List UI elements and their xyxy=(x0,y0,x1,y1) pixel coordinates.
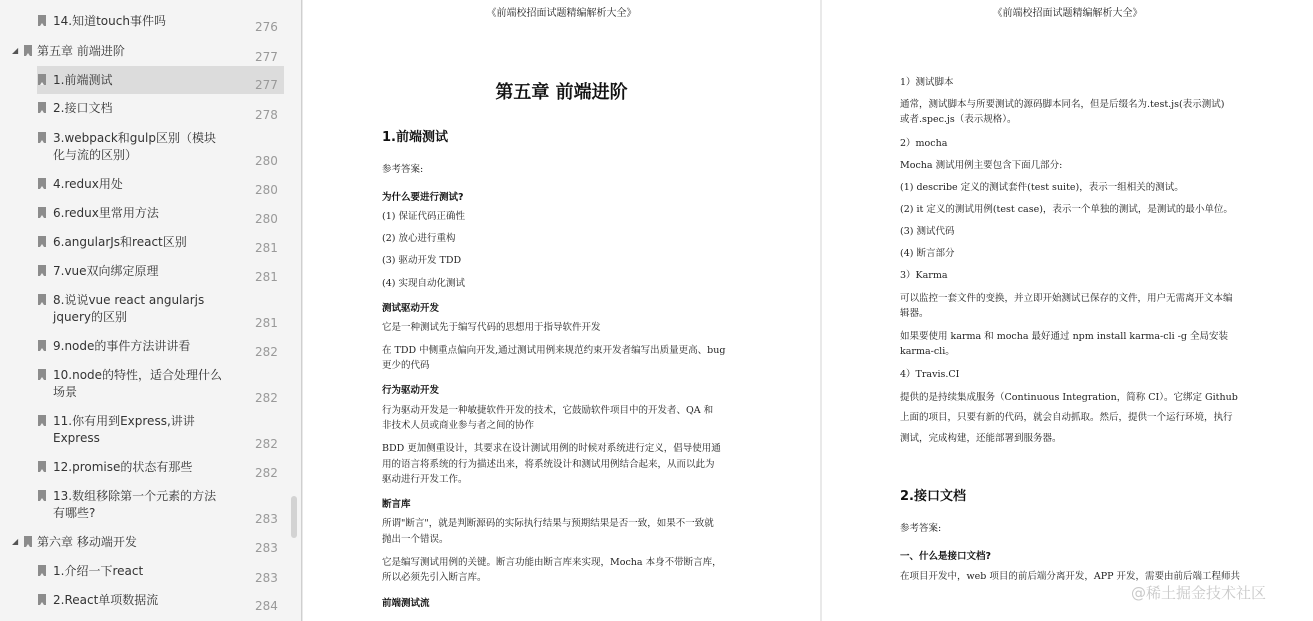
watermark: @稀土掘金技术社区 xyxy=(1131,584,1267,602)
paragraph: 它是一种测试先于编写代码的思想用于指导软件开发 xyxy=(382,322,601,333)
paragraph: 更少的代码 xyxy=(382,360,430,371)
toc-item[interactable] xyxy=(0,97,288,121)
bookmark-icon xyxy=(38,74,46,85)
toc-item-label: 3.webpack和gulp区别（模块化与流的区别） xyxy=(53,131,216,162)
toc-item-label: 14.知道touch事件吗 xyxy=(53,14,166,28)
sidebar-scrollbar-thumb[interactable] xyxy=(291,496,297,538)
toc-item-label: 2.React单项数据流 xyxy=(53,593,159,607)
subheading: 前端测试流 xyxy=(382,598,430,609)
subheading: 一、什么是接口文档? xyxy=(900,551,992,562)
bookmark-icon xyxy=(38,369,46,380)
subheading: 行为驱动开发 xyxy=(382,385,440,396)
toc-item[interactable] xyxy=(0,485,288,529)
paragraph: 上面的项目，只要有新的代码，就会自动抓取。然后，提供一个运行环境，执行 xyxy=(900,412,1233,423)
toc-item[interactable] xyxy=(0,335,288,359)
toc-item[interactable] xyxy=(0,364,288,408)
toc-item[interactable] xyxy=(0,10,288,34)
bookmark-sidebar xyxy=(0,0,302,621)
paragraph: 非技术人员或商业参与者之间的协作 xyxy=(382,420,535,431)
bookmark-icon xyxy=(38,207,46,218)
toc-item-selected[interactable] xyxy=(0,66,288,94)
toc-item-page: 280 xyxy=(255,183,278,197)
toc-item-page: 280 xyxy=(255,212,278,226)
toc-chapter-6[interactable] xyxy=(0,531,288,555)
collapse-caret-icon[interactable]: ◢ xyxy=(12,537,19,546)
bookmark-icon xyxy=(24,536,32,547)
toc-item-page: 281 xyxy=(255,241,278,255)
paragraph: 如果要使用 karma 和 mocha 最好通过 npm install karma-cli -g 全局安装 xyxy=(900,331,1228,342)
paragraph: 测试，完成构建，还能部署到服务器。 xyxy=(900,433,1062,444)
toc-item-label: 13.数组移除第一个元素的方法有哪些? xyxy=(53,489,217,520)
paragraph: 抛出一个错误。 xyxy=(382,534,449,545)
toc-item-label: 1.前端测试 xyxy=(53,73,113,87)
bookmark-icon xyxy=(38,340,46,351)
bookmark-icon xyxy=(24,45,32,56)
toc-chapter-5[interactable] xyxy=(0,40,288,64)
toc-item-label: 第五章 前端进阶 xyxy=(37,44,125,58)
toc-item-label: 4.redux用处 xyxy=(53,177,123,191)
page-header: 《前端校招面试题精编解析大全》 xyxy=(992,8,1143,19)
toc-item[interactable] xyxy=(0,560,288,584)
paragraph: (4) 实现自动化测试 xyxy=(382,278,465,289)
paragraph: 行为驱动开发是一种敏捷软件开发的技术，它鼓励软件项目中的开发者、QA 和 xyxy=(382,405,714,416)
collapse-caret-icon[interactable]: ◢ xyxy=(12,46,19,55)
bookmark-icon xyxy=(38,294,46,305)
toc-item-label: 9.node的事件方法讲讲看 xyxy=(53,339,191,353)
paragraph: 参考答案: xyxy=(900,523,942,534)
paragraph: 可以监控一套文件的变换，并立即开始测试已保存的文件，用户无需离开文本编 xyxy=(900,293,1233,304)
paragraph: 在项目开发中，web 项目的前后端分离开发，APP 开发，需要由前后端工程师共 xyxy=(900,571,1241,582)
paragraph: 4）Travis.CI xyxy=(900,369,960,380)
toc-item-label: 6.angularJs和react区别 xyxy=(53,235,187,249)
page-header: 《前端校招面试题精编解析大全》 xyxy=(486,8,637,19)
toc-item[interactable] xyxy=(0,589,288,613)
paragraph: 辑器。 xyxy=(900,308,929,319)
toc-item[interactable] xyxy=(0,289,288,333)
bookmark-icon xyxy=(38,565,46,576)
toc-item[interactable] xyxy=(0,173,288,197)
toc-item-label: 11.你有用到Express,讲讲Express xyxy=(53,414,195,445)
toc-item-page: 280 xyxy=(255,154,278,168)
toc-item-page: 282 xyxy=(255,391,278,405)
paragraph: 1）测试脚本 xyxy=(900,77,954,88)
toc-item-page: 276 xyxy=(255,20,278,34)
paragraph: (3) 测试代码 xyxy=(900,226,955,237)
chapter-title: 第五章 前端进阶 xyxy=(495,82,628,103)
subheading: 断言库 xyxy=(382,499,411,510)
toc-item-page: 278 xyxy=(255,108,278,122)
toc-item-page: 282 xyxy=(255,437,278,451)
bookmark-icon xyxy=(38,265,46,276)
toc-item-page: 282 xyxy=(255,345,278,359)
paragraph: Mocha 测试用例主要包含下面几部分: xyxy=(900,160,1063,171)
paragraph: 2）mocha xyxy=(900,138,948,149)
subheading: 为什么要进行测试? xyxy=(382,192,464,203)
bookmark-icon xyxy=(38,102,46,113)
paragraph: 参考答案: xyxy=(382,164,424,175)
section-title: 1.前端测试 xyxy=(382,130,448,145)
toc-item-label: 1.介绍一下react xyxy=(53,564,144,578)
paragraph: karma-cli。 xyxy=(900,346,955,357)
toc-item-label: 8.说说vue react angularjs jquery的区别 xyxy=(53,293,205,324)
bookmark-icon xyxy=(38,415,46,426)
bookmark-icon xyxy=(38,461,46,472)
paragraph: 用的语言将系统的行为描述出来，将系统设计和测试用例结合起来，从而以此为 xyxy=(382,459,715,470)
paragraph: 通常，测试脚本与所要测试的源码脚本同名，但是后缀名为.test.js(表示测试) xyxy=(900,99,1225,110)
paragraph: 或者.spec.js（表示规格）。 xyxy=(900,114,1017,125)
toc-item[interactable] xyxy=(0,456,288,480)
toc-item-page: 277 xyxy=(255,78,278,92)
toc-item-label: 2.接口文档 xyxy=(53,101,113,115)
toc-item[interactable] xyxy=(0,202,288,226)
bookmark-icon xyxy=(38,594,46,605)
bookmark-icon xyxy=(38,132,46,143)
bookmark-icon xyxy=(38,178,46,189)
toc-item-page: 282 xyxy=(255,466,278,480)
toc-item-label: 第六章 移动端开发 xyxy=(37,535,137,549)
toc-item-page: 283 xyxy=(255,571,278,585)
paragraph: (2) 放心进行重构 xyxy=(382,233,456,244)
subheading: 测试驱动开发 xyxy=(382,303,440,314)
toc-item[interactable] xyxy=(0,231,288,255)
toc-item-label: 7.vue双向绑定原理 xyxy=(53,264,159,278)
toc-item-page: 283 xyxy=(255,512,278,526)
paragraph: 所谓"断言"，就是判断源码的实际执行结果与预期结果是否一致，如果不一致就 xyxy=(382,518,714,529)
bookmark-icon xyxy=(38,236,46,247)
paragraph: 提供的是持续集成服务（Continuous Integration，简称 CI）。它绑定 Github xyxy=(900,392,1238,403)
paragraph: (4) 断言部分 xyxy=(900,248,955,259)
toc-item[interactable] xyxy=(0,260,288,284)
toc-item-page: 284 xyxy=(255,599,278,613)
bookmark-icon xyxy=(38,490,46,501)
paragraph: 驱动进行开发工作。 xyxy=(382,474,468,485)
toc-item-page: 277 xyxy=(255,50,278,64)
toc-item-page: 281 xyxy=(255,270,278,284)
toc-item-page: 281 xyxy=(255,316,278,330)
paragraph: 它是编写测试用例的关键。断言功能由断言库来实现，Mocha 本身不带断言库， xyxy=(382,557,722,568)
bookmark-icon xyxy=(38,15,46,26)
paragraph: 在 TDD 中侧重点偏向开发,通过测试用例来规范约束开发者编写出质量更高、bug xyxy=(382,345,726,356)
document-page-right xyxy=(822,0,1313,621)
paragraph: (3) 驱动开发 TDD xyxy=(382,255,462,266)
paragraph: 所以必须先引入断言库。 xyxy=(382,572,487,583)
paragraph: (1) 保证代码正确性 xyxy=(382,211,465,222)
document-page-left xyxy=(303,0,820,621)
toc-item-label: 10.node的特性，适合处理什么场景 xyxy=(53,368,223,399)
section-title: 2.接口文档 xyxy=(900,489,966,504)
paragraph: BDD 更加侧重设计，其要求在设计测试用例的时候对系统进行定义，倡导使用通 xyxy=(382,443,721,454)
paragraph: (1) describe 定义的测试套件(test suite)，表示一组相关的测试。 xyxy=(900,182,1184,193)
paragraph: 3）Karma xyxy=(900,270,948,281)
toc-item[interactable] xyxy=(0,410,288,454)
paragraph: (2) it 定义的测试用例(test case)，表示一个单独的测试，是测试的最小单位。 xyxy=(900,204,1233,215)
toc-item-label: 12.promise的状态有那些 xyxy=(53,460,193,474)
toc-item-label: 6.redux里常用方法 xyxy=(53,206,159,220)
toc-item[interactable] xyxy=(0,127,288,171)
toc-item-page: 283 xyxy=(255,541,278,555)
